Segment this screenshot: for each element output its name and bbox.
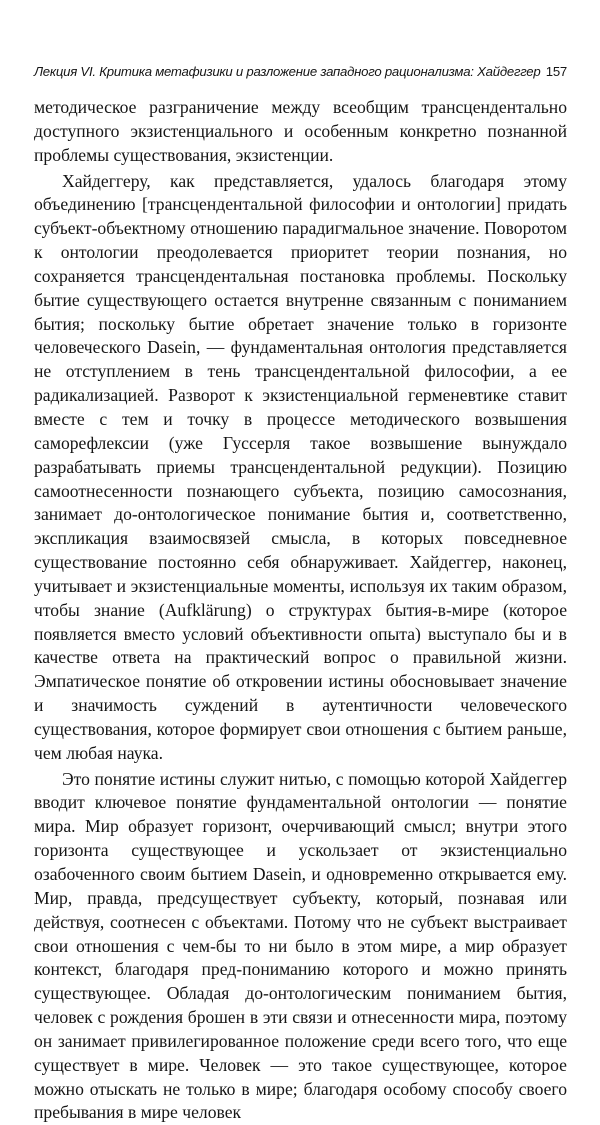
paragraph-3: Это понятие истины служит нитью, с помощью которой Хайдеггер вводит ключевое понятие фундаментальной онтологии — понятие мира. Мир образует горизонт, очерчивающий смысл; внутри этого горизонта существующее и ускользает от экзистенциально озабоченного своим бытием Dasein, и одновременно открывается ему. Мир, правда, предсуществует субъекту, который, познавая или действуя, соотнесен с объектами. Потому что не субъект выстраивает свои отношения с чем-бы то ни было в этом мире, а мир образует контекст, благодаря пред-пониманию которого и можно принять существующее. Обладая до-онтологическим пониманием бытия, человек с рождения брошен в эти связи и отнесенности мира, поэтому он занимает привилегированное положение среди всего того, что еще существует в мире. Человек — это такое существующее, которое можно отыскать не только в мире; благодаря особому способу своего пребывания в мире человек <box>34 768 567 1123</box>
running-head <box>34 62 567 82</box>
paragraph-2: Хайдеггеру, как представляется, удалось благодаря этому объединению [трансцендентальной философии и онтологии] придать субъект-объектному отношению парадигмальное значение. Поворотом к онтологии преодолевается приоритет теории познания, но сохраняется трансцендентальная постановка проблемы. Поскольку бытие существующего остается внутренне связанным с пониманием бытия; поскольку бытие обретает значение только в горизонте человеческого Dasein, — фундаментальная онтология представляется не отступлением в тень трансцендентальной философии, а ее радикализацией. Разворот к экзистенциальной герменевтике ставит вместе с тем и точку в процессе методического возвышения саморефлексии (уже Гуссерля такое возвышение вынуждало разрабатывать приемы трансцендентальной редукции). Позицию самоотнесенности познающего субъекта, позицию самосознания, занимает до-онтологическое понимание бытия и, соответственно, экспликация взаимосвязей смысла, в которых повседневное существование постоянно себя обнаруживает. Хайдеггер, наконец, учитывает и экзистенциальные моменты, используя их таким образом, чтобы знание (Aufklärung) о структурах бытия-в-мире (которое появляется вместо условий объективности опыта) выступало бы и в качестве ответа на практический вопрос о правильной жизни. Эмпатическое понятие об откровении истины обосновывает значение и значимость суждений в аутентичности человеческого существования, которое формирует свои отношения с бытием раньше, чем любая наука. <box>34 170 567 763</box>
page-number: 157 <box>545 64 567 79</box>
body-text <box>34 96 567 1125</box>
paragraph-1-continuation: методическое разграничение между всеобщим трансцендентально доступного экзистенциального и особенным конкретно познанной проблемы существования, экзистенции. <box>34 97 567 165</box>
running-head-title: Лекция VI. Критика метафизики и разложение западного рационализма: Хайдеггер <box>34 64 541 79</box>
